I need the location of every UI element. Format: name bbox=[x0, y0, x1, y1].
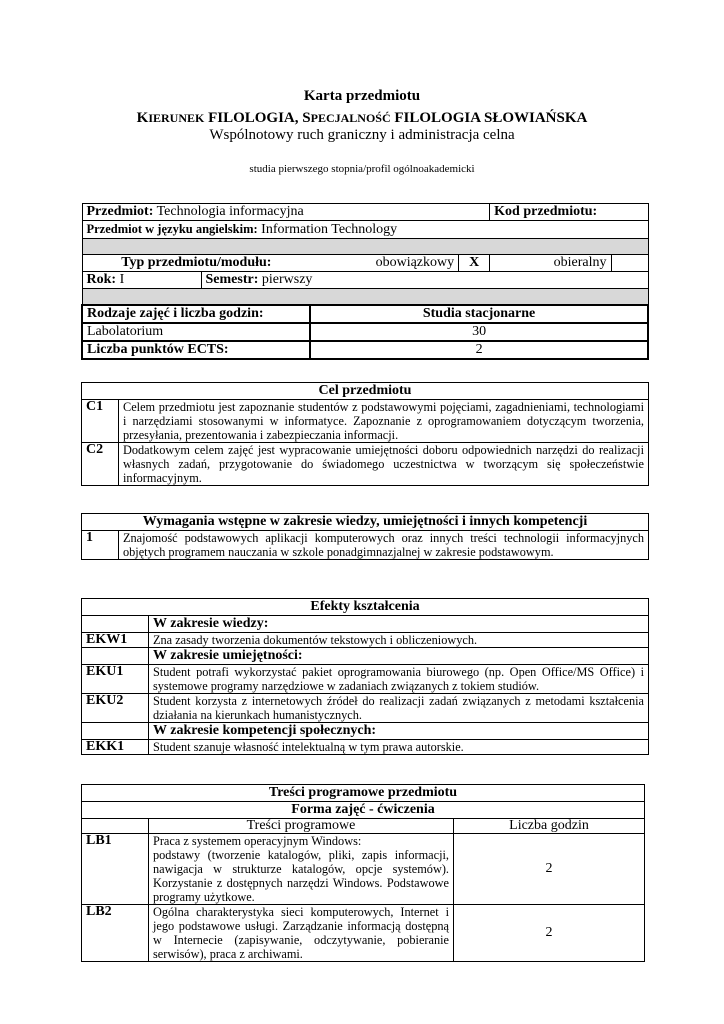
goal-code: C1 bbox=[82, 400, 119, 443]
specialization: Wspólnotowy ruch graniczny i administracja celna bbox=[209, 127, 515, 143]
content-form: Forma zajęć - ćwiczenia bbox=[82, 802, 645, 819]
goal-text: Celem przedmiotu jest zapoznanie studentów z podstawowymi pojęciami, zagadnieniami, technologiami i narzędziami stosowanymi w informatyce. Zapoznanie z oprogramowaniem dotyczącym tworzenia, przesyłania, prezentowania i zabezpieczania informacji. bbox=[119, 400, 649, 443]
type-label: Typ przedmiotu/modułu: bbox=[82, 255, 310, 272]
content-col-header: Treści programowe bbox=[149, 819, 454, 834]
outcome-code: EKK1 bbox=[82, 740, 149, 755]
semester-label: Semestr: bbox=[205, 272, 259, 287]
grey-spacer bbox=[82, 289, 648, 306]
outcome-code: EKW1 bbox=[82, 633, 149, 648]
outcomes-heading: Efekty kształcenia bbox=[82, 599, 649, 616]
spec-prefix: S bbox=[302, 110, 311, 126]
goal-text: Dodatkowym celem zajęć jest wypracowanie umiejętności doboru odpowiednich narzędzi do realizacji własnych zadań, przygotowanie do świadomego uczestnictwa w tworzącym się społeczeństwie informacyjnym. bbox=[119, 443, 649, 486]
empty-cell bbox=[82, 723, 149, 740]
outcomes-table bbox=[81, 598, 649, 755]
english-name-cell bbox=[82, 221, 648, 239]
outcome-text: Student potrafi wykorzystać pakiet oprogramowania biurowego (np. Open Office/MS Office) i systemowe programy narzędziowe w zadaniach związanych z tokiem studiów. bbox=[149, 665, 649, 694]
kierunek-label: IERUNEK bbox=[148, 111, 205, 125]
lesson-code: LB2 bbox=[82, 905, 149, 962]
lesson-text: Ogólna charakterystyka sieci komputerowych, Internet i jego podstawowe usługi. Zarządzanie informacją dostępną w Internecie (zapisywanie, odczytywanie, pobieranie serwisów), praca z archiwami. bbox=[149, 905, 454, 962]
type-elective: obieralny bbox=[490, 255, 611, 272]
lesson-hours: 2 bbox=[454, 905, 645, 962]
document-title: Karta przedmiotu bbox=[303, 88, 421, 104]
classes-label: Rodzaje zajęć i liczba godzin: bbox=[82, 305, 310, 323]
class-type: Labolatorium bbox=[82, 323, 310, 341]
year-label: Rok: bbox=[86, 272, 117, 287]
type-mandatory: obowiązkowy bbox=[310, 255, 459, 272]
empty-cell bbox=[82, 616, 149, 633]
outcome-text: Zna zasady tworzenia dokumentów tekstowych i obliczeniowych. bbox=[149, 633, 649, 648]
requirements-heading: Wymagania wstępne w zakresie wiedzy, umiejętności i innych kompetencji bbox=[82, 514, 649, 531]
english-label: Przedmiot w języku angielskim: bbox=[86, 222, 258, 236]
english-value: Information Technology bbox=[257, 222, 398, 237]
lesson-content bbox=[149, 834, 454, 905]
study-type: studia pierwszego stopnia/profil ogólnoakademicki bbox=[249, 163, 475, 175]
study-mode: Studia stacjonarne bbox=[310, 305, 648, 323]
lesson-hours: 2 bbox=[454, 834, 645, 905]
spec-label: PECJALNOŚĆ bbox=[310, 111, 391, 125]
spec-value: FILOLOGIA SŁOWIAŃSKA bbox=[390, 110, 588, 126]
skills-heading: W zakresie umiejętności: bbox=[149, 648, 649, 665]
kierunek-prefix: K bbox=[136, 110, 149, 126]
content-table bbox=[81, 784, 645, 962]
requirement-text: Znajomość podstawowych aplikacji komputerowych oraz innych treści technologii informacyjnych objętych programem nauczania w szkole ponadgimnazjalnej w zakresie podstawowym. bbox=[119, 531, 649, 560]
subject-label: Przedmiot: bbox=[86, 204, 154, 219]
course-info-table bbox=[81, 203, 649, 360]
subject-value: Technologia informacyjna bbox=[153, 204, 304, 219]
field-of-study bbox=[0, 110, 724, 127]
elective-mark-cell bbox=[611, 255, 648, 272]
year-value: I bbox=[116, 272, 125, 287]
outcome-code: EKU2 bbox=[82, 694, 149, 723]
requirement-code: 1 bbox=[82, 531, 119, 560]
goal-code: C2 bbox=[82, 443, 119, 486]
content-heading: Treści programowe przedmiotu bbox=[82, 785, 645, 802]
outcome-text: Student korzysta z internetowych źródeł do realizacji zadań związanych z metodami kształcenia działania na kierunkach humanistycznych. bbox=[149, 694, 649, 723]
ects-label: Liczba punktów ECTS: bbox=[82, 341, 310, 359]
hours-col-header: Liczba godzin bbox=[454, 819, 645, 834]
course-code-label: Kod przedmiotu: bbox=[490, 204, 648, 221]
type-mark: X bbox=[459, 255, 490, 272]
semester-value: pierwszy bbox=[258, 272, 313, 287]
lesson-code: LB1 bbox=[82, 834, 149, 905]
outcome-code: EKU1 bbox=[82, 665, 149, 694]
semester-cell bbox=[201, 272, 648, 289]
grey-spacer bbox=[82, 239, 648, 255]
goals-table bbox=[81, 382, 649, 486]
year-cell bbox=[82, 272, 201, 289]
empty-cell bbox=[82, 819, 149, 834]
ects-value: 2 bbox=[310, 341, 648, 359]
lesson-title: Praca z systemem operacyjnym Windows: bbox=[153, 834, 362, 848]
lesson-text: podstawy (tworzenie katalogów, pliki, zapis informacji, nawigacja w strukturze katalogów, opcje systemów). Korzystanie z dostępnych narzędzi Windows. Podstawowe programy użytkowe. bbox=[153, 848, 449, 904]
knowledge-heading: W zakresie wiedzy: bbox=[149, 616, 649, 633]
social-heading: W zakresie kompetencji społecznych: bbox=[149, 723, 649, 740]
class-hours: 30 bbox=[310, 323, 648, 341]
goals-heading: Cel przedmiotu bbox=[82, 383, 649, 400]
outcome-text: Student szanuje własność intelektualną w tym prawa autorskie. bbox=[149, 740, 649, 755]
subject-cell bbox=[82, 204, 490, 221]
kierunek-value: FILOLOGIA, bbox=[204, 110, 303, 126]
empty-cell bbox=[82, 648, 149, 665]
requirements-table bbox=[81, 513, 649, 560]
